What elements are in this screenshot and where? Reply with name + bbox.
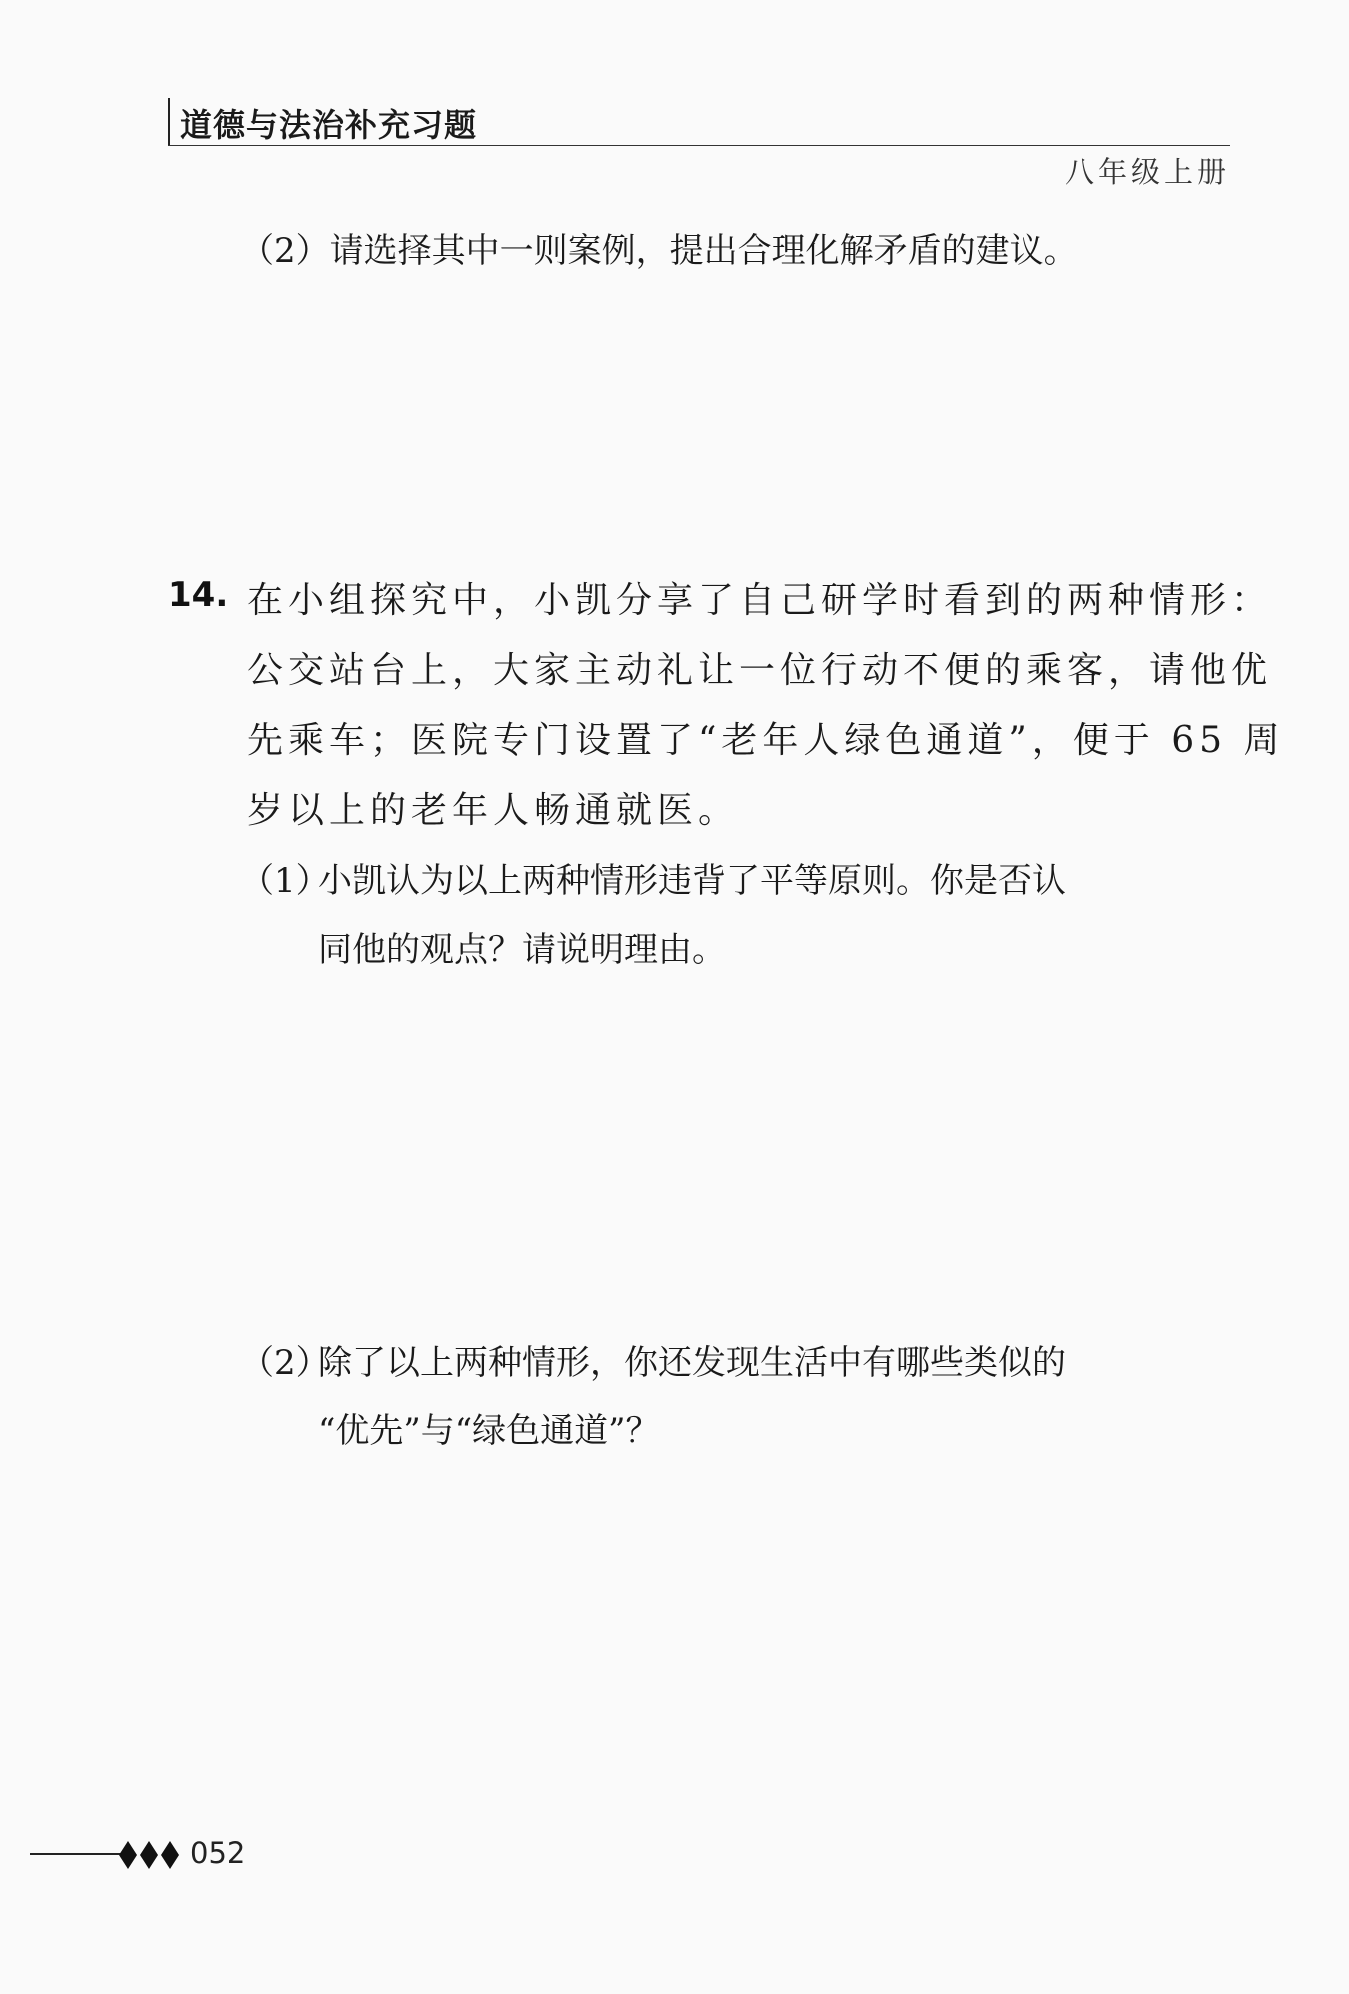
part1-label: （1） (240, 861, 330, 901)
part2-line-2: “优先”与“绿色通道”？ (318, 1411, 660, 1451)
question-stem-line-2: 公交站台上，大家主动礼让一位行动不便的乘客，请他优 (247, 650, 1273, 691)
prev-question-part2: （2）请选择其中一则案例，提出合理化解矛盾的建议。 (240, 231, 1078, 271)
part1-line-2: 同他的观点？请说明理由。 (318, 930, 726, 970)
question-number: 14. (168, 575, 229, 615)
part2-label: （2） (240, 1343, 330, 1383)
diamond-ornament-icon (118, 1835, 180, 1875)
footer-rule (30, 1853, 122, 1855)
question-stem-line-1: 在小组探究中，小凯分享了自己研学时看到的两种情形： (247, 580, 1273, 621)
grade-label: 八年级上册 (1064, 155, 1230, 189)
question-stem-line-3: 先乘车；医院专门设置了“老年人绿色通道”，便于 65 周 (247, 720, 1285, 761)
part2-line-1: 除了以上两种情形，你还发现生活中有哪些类似的 (318, 1343, 1066, 1383)
book-title: 道德与法治补充习题 (180, 106, 478, 144)
part1-line-1: 小凯认为以上两种情形违背了平等原则。你是否认 (318, 861, 1066, 901)
page-number: 052 (190, 1836, 246, 1870)
header-rule (168, 145, 1230, 146)
header-vertical-bar (168, 98, 170, 146)
question-stem-line-4: 岁以上的老年人畅通就医。 (247, 790, 740, 831)
